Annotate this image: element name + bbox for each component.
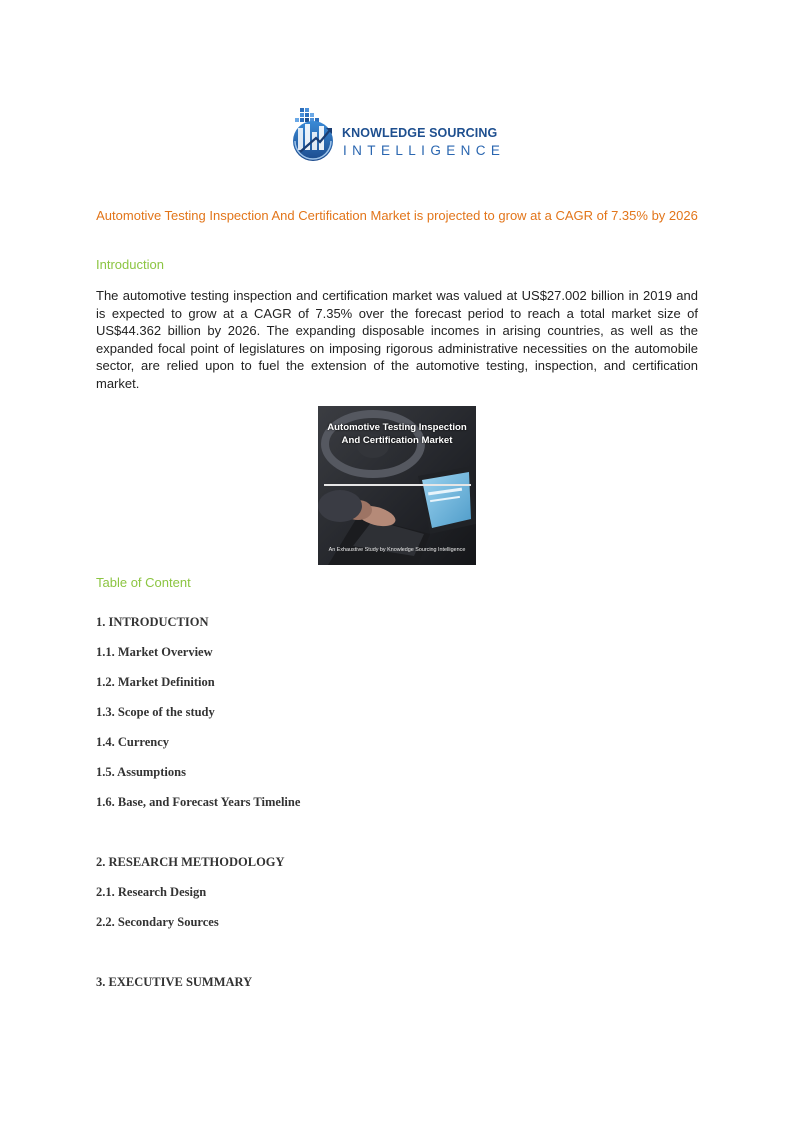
introduction-paragraph: The automotive testing inspection and certification market was valued at US$27.002 billion in 2019 and is expected to grow at a CAGR of 7.35% over the forecast period to reach a total market size of US$44.362 billion by 2026. The expanding disposable incomes in arising countries, as well as the expanded focal point of legislatures on imposing rigorous administrative necessities on the automobile sector, are relied upon to fuel the extension of the automotive testing, inspection, and certification market. <box>96 288 698 391</box>
toc-item: 1.6. Base, and Forecast Years Timeline <box>96 795 301 809</box>
toc-item: 1.1. Market Overview <box>96 645 213 659</box>
cover-divider <box>324 484 471 486</box>
bar-globe-logo-icon <box>290 104 342 166</box>
cover-footer: An Exhaustive Study by Knowledge Sourcing Intelligence <box>328 547 466 553</box>
toc-item: 1.2. Market Definition <box>96 675 215 689</box>
toc-item: 3. EXECUTIVE SUMMARY <box>96 975 253 989</box>
report-cover-image <box>318 406 476 565</box>
toc-item: 2. RESEARCH METHODOLOGY <box>96 855 285 869</box>
document-title: Automotive Testing Inspection And Certification Market is projected to grow at a CAGR of 7.35% by 2026 <box>96 208 698 223</box>
toc-item: 2.1. Research Design <box>96 885 207 899</box>
cover-title: Automotive Testing Inspection And Certification Market <box>327 422 467 446</box>
toc-item: 1. INTRODUCTION <box>96 615 209 629</box>
toc-item: 2.2. Secondary Sources <box>96 915 219 929</box>
toc-item: 1.5. Assumptions <box>96 765 186 779</box>
toc-item: 1.3. Scope of the study <box>96 705 215 719</box>
introduction-heading: Introduction <box>96 257 164 272</box>
toc-heading: Table of Content <box>96 575 191 590</box>
toc-item: 1.4. Currency <box>96 735 170 749</box>
logo-text-line1: KNOWLEDGE SOURCING <box>342 126 498 140</box>
logo-text-line2: INTELLIGENCE <box>343 143 506 158</box>
company-logo <box>290 104 506 166</box>
